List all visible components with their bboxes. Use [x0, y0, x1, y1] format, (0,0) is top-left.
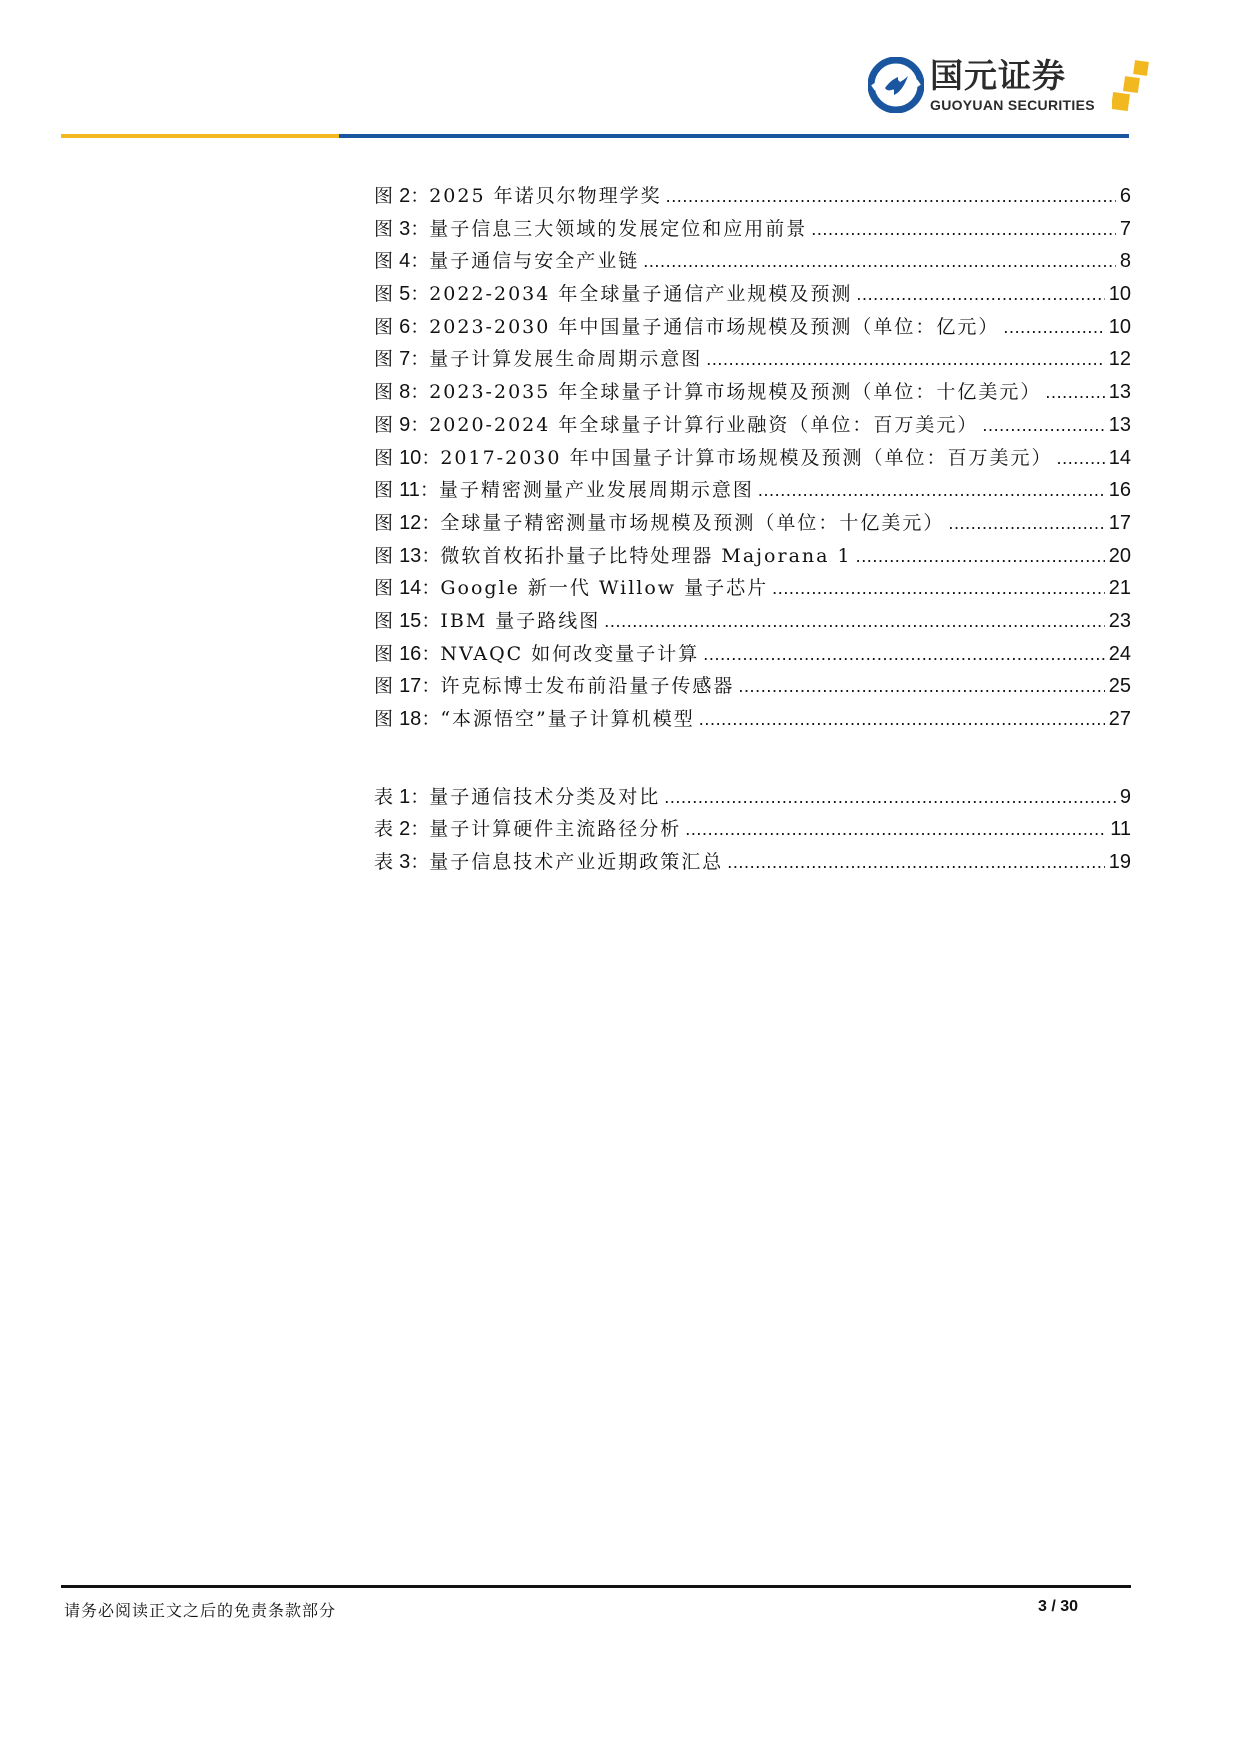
toc-entry-figure-15[interactable] [374, 605, 1131, 638]
toc-leader-dots [699, 703, 1105, 736]
toc-entry-title: IBM 量子路线图 [440, 609, 601, 632]
toc-entry-label: 图 6： [374, 315, 430, 338]
toc-entry-page: 16 [1108, 479, 1131, 502]
toc-entry-page: 23 [1108, 609, 1131, 632]
toc-entry-figure-18[interactable] [374, 703, 1131, 736]
toc-entry-title: NVAQC 如何改变量子计算 [440, 642, 700, 665]
toc-leader-dots [706, 343, 1105, 376]
toc-entry-figure-4[interactable] [374, 245, 1131, 278]
toc-entry-figure-17[interactable] [374, 670, 1131, 703]
toc-entry-page: 10 [1108, 315, 1131, 338]
toc-entry-title: “本源悟空”量子计算机模型 [440, 708, 695, 730]
toc-entry-page: 12 [1108, 348, 1131, 371]
toc-entry-title: 2022-2034 年全球量子通信产业规模及预测 [429, 283, 853, 306]
toc-leader-dots [604, 605, 1104, 638]
toc-entry-label: 图 4： [374, 250, 430, 273]
toc-entry-page: 27 [1108, 708, 1131, 730]
toc-entry-page: 13 [1108, 381, 1131, 404]
toc-leader-dots [685, 813, 1106, 846]
footer-disclaimer: 请务必阅读正文之后的免责条款部分 [64, 1601, 337, 1620]
toc-entry-title: 量子通信技术分类及对比 [429, 785, 661, 808]
toc-entry-label: 图 8： [374, 381, 430, 404]
toc-entry-page: 8 [1119, 250, 1131, 273]
toc-leader-dots [1045, 376, 1104, 409]
toc-entry-title: 2025 年诺贝尔物理学奖 [429, 185, 662, 207]
toc-entry-label: 图 7： [374, 348, 430, 371]
toc-entry-label: 图 10： [374, 446, 441, 469]
toc-entry-label: 图 9： [374, 413, 430, 436]
toc-leader-dots [758, 474, 1105, 507]
toc-section-gap [374, 736, 1131, 781]
toc-entry-table-1[interactable] [374, 781, 1131, 814]
toc-entry-title: 许克标博士发布前沿量子传感器 [440, 675, 735, 698]
toc-entry-title: 2023-2030 年中国量子通信市场规模及预测（单位：亿元） [429, 315, 1000, 338]
toc-leader-dots [948, 507, 1104, 540]
toc-entry-title: 全球量子精密测量市场规模及预测（单位：十亿美元） [440, 511, 945, 534]
toc-entry-label: 图 17： [374, 675, 441, 698]
toc-entry-page: 24 [1108, 642, 1131, 665]
toc-leader-dots [811, 213, 1116, 246]
toc-entry-label: 表 3： [374, 851, 430, 874]
toc-entry-page: 11 [1110, 818, 1131, 841]
toc-entry-title: 量子计算发展生命周期示意图 [429, 348, 703, 371]
toc-entry-label: 图 18： [374, 708, 441, 730]
header-rule-blue [339, 134, 1129, 138]
footer-rule [61, 1585, 1131, 1588]
toc-leader-dots [856, 540, 1105, 573]
toc-entry-figure-14[interactable] [374, 572, 1131, 605]
toc-leader-dots [1057, 442, 1105, 475]
header-rule-yellow [61, 134, 339, 138]
toc-leader-dots [1003, 311, 1104, 344]
toc-entry-figure-11[interactable] [374, 474, 1131, 507]
toc-entry-page: 17 [1108, 511, 1131, 534]
toc-entry-figure-9[interactable] [374, 409, 1131, 442]
toc-leader-dots [643, 245, 1116, 278]
toc-entry-figure-16[interactable] [374, 638, 1131, 671]
brand-name-en: GUOYUAN SECURITIES [930, 97, 1095, 113]
toc-list [374, 180, 1131, 879]
toc-entry-label: 图 15： [374, 609, 441, 632]
toc-entry-figure-8[interactable] [374, 376, 1131, 409]
toc-leader-dots [982, 409, 1104, 442]
toc-entry-label: 图 16： [374, 642, 441, 665]
toc-leader-dots [703, 638, 1104, 671]
toc-entry-figure-12[interactable] [374, 507, 1131, 540]
toc-entry-page: 25 [1108, 675, 1131, 698]
toc-entry-label: 图 11： [374, 479, 439, 502]
toc-leader-dots [856, 278, 1104, 311]
page-indicator: 3 / 30 [1038, 1598, 1079, 1615]
toc-entry-page: 10 [1108, 283, 1131, 306]
toc-entry-page: 7 [1119, 217, 1131, 240]
toc-entry-title: 2020-2024 年全球量子计算行业融资（单位：百万美元） [429, 413, 979, 436]
toc-entry-figure-10[interactable] [374, 442, 1131, 475]
toc-entry-figure-7[interactable] [374, 343, 1131, 376]
toc-entry-label: 图 2： [374, 185, 430, 207]
toc-leader-dots [664, 781, 1116, 814]
toc-entry-title: 量子信息三大领域的发展定位和应用前景 [429, 217, 808, 240]
toc-entry-label: 表 1： [374, 785, 430, 808]
toc-entry-page: 20 [1108, 544, 1131, 567]
toc-entry-figure-3[interactable] [374, 213, 1131, 246]
toc-entry-page: 13 [1108, 413, 1131, 436]
toc-entry-title: 量子计算硬件主流路径分析 [429, 818, 682, 841]
toc-entry-title: 2017-2030 年中国量子计算市场规模及预测（单位：百万美元） [440, 446, 1053, 469]
toc-entry-title: 量子信息技术产业近期政策汇总 [429, 851, 724, 874]
toc-entry-title: 量子精密测量产业发展周期示意图 [438, 479, 754, 502]
toc-entry-label: 图 5： [374, 283, 430, 306]
toc-leader-dots [727, 846, 1105, 879]
toc-entry-label: 图 13： [374, 544, 441, 567]
toc-entry-figure-2[interactable] [374, 180, 1131, 213]
toc-entry-label: 图 3： [374, 217, 430, 240]
toc-entry-title: 微软首枚拓扑量子比特处理器 Majorana 1 [440, 544, 852, 567]
toc-leader-dots [772, 572, 1105, 605]
gold-squares-icon [1112, 59, 1152, 115]
guoyuan-emblem-icon [868, 57, 924, 113]
toc-entry-figure-13[interactable] [374, 540, 1131, 573]
toc-entry-label: 图 14： [374, 577, 441, 600]
toc-leader-dots [666, 180, 1116, 213]
toc-entry-page: 19 [1108, 851, 1131, 874]
toc-entry-label: 表 2： [374, 818, 430, 841]
toc-tables-section [374, 781, 1131, 879]
toc-entry-table-3[interactable] [374, 846, 1131, 879]
toc-entry-title: 2023-2035 年全球量子计算市场规模及预测（单位：十亿美元） [429, 381, 1042, 404]
toc-entry-title: 量子通信与安全产业链 [429, 250, 640, 273]
toc-entry-title: Google 新一代 Willow 量子芯片 [440, 577, 769, 600]
toc-entry-table-2[interactable] [374, 813, 1131, 846]
toc-entry-page: 9 [1119, 785, 1131, 808]
toc-entry-figure-6[interactable] [374, 311, 1131, 344]
brand-logo [868, 55, 1136, 117]
toc-entry-label: 图 12： [374, 511, 441, 534]
toc-entry-page: 21 [1108, 577, 1131, 600]
toc-entry-figure-5[interactable] [374, 278, 1131, 311]
toc-entry-page: 14 [1108, 446, 1131, 469]
toc-entry-page: 6 [1119, 185, 1131, 207]
toc-figures-section [374, 180, 1131, 736]
toc-leader-dots [738, 670, 1104, 703]
brand-name-cn: 国元证券 [930, 56, 1066, 95]
